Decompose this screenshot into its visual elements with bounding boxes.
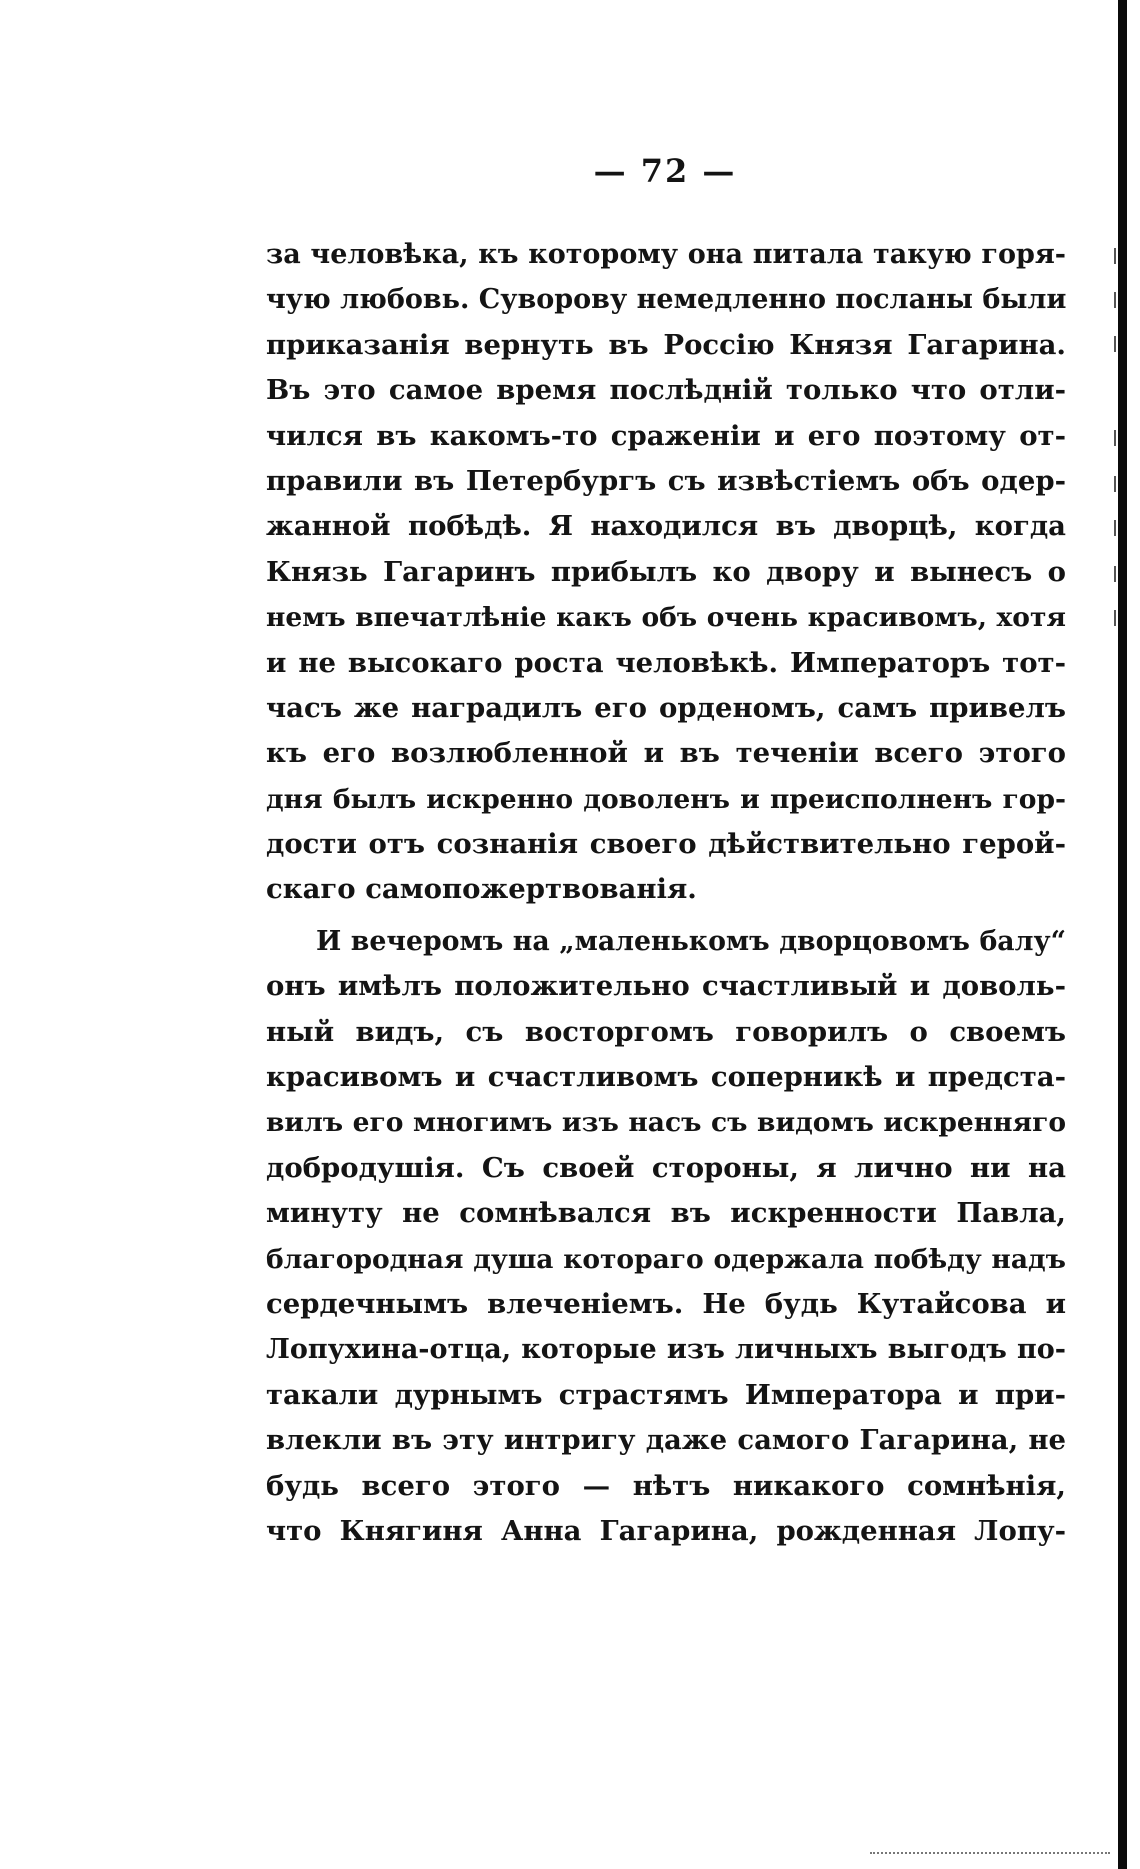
text-line: Въ это самое время послѣдній только что отли- bbox=[266, 374, 1066, 407]
text-line: красивомъ и счастливомъ соперникѣ и предста- bbox=[266, 1061, 1066, 1094]
text-line: вилъ его многимъ изъ насъ съ видомъ искренняго bbox=[266, 1107, 1066, 1139]
scan-bottom-rule bbox=[870, 1852, 1110, 1854]
text-line: часъ же наградилъ его орденомъ, самъ привелъ bbox=[266, 691, 1066, 724]
text-line: немъ впечатлѣніе какъ объ очень красивомъ, хотя bbox=[266, 602, 1066, 634]
paragraph-1 bbox=[266, 232, 1066, 913]
margin-mark bbox=[1108, 292, 1116, 308]
margin-mark bbox=[1108, 336, 1116, 352]
margin-mark bbox=[1108, 430, 1116, 446]
paragraph-2 bbox=[266, 919, 1066, 1554]
text-line: жанной побѣдѣ. Я находился въ дворцѣ, когда bbox=[266, 510, 1066, 543]
text-line: благородная душа котораго одержала побѣду надъ bbox=[266, 1243, 1066, 1275]
text-line: дости отъ сознанія своего дѣйствительно герой- bbox=[266, 828, 1066, 861]
text-line: и не высокаго роста человѣкѣ. Императоръ тот- bbox=[266, 646, 1066, 679]
margin-mark bbox=[1108, 476, 1116, 492]
text-line: къ его возлюбленной и въ теченіи всего этого bbox=[266, 737, 1066, 770]
page-binding-edge bbox=[1118, 0, 1127, 1869]
margin-mark bbox=[1108, 520, 1116, 536]
text-line: чился въ какомъ-то сраженіи и его поэтому от- bbox=[266, 419, 1066, 452]
body-text bbox=[266, 232, 1066, 1554]
page-number: — 72 — bbox=[593, 152, 737, 190]
text-line: правили въ Петербургъ съ извѣстіемъ объ одер- bbox=[266, 464, 1066, 497]
text-line: Князь Гагаринъ прибылъ ко двору и вынесъ о bbox=[266, 555, 1066, 588]
text-line: влекли въ эту интригу даже самого Гагарина, не bbox=[266, 1424, 1066, 1457]
text-line: И вечеромъ на „маленькомъ дворцовомъ балу“ bbox=[316, 925, 1066, 957]
text-line: минуту не сомнѣвался въ искренности Павла, bbox=[266, 1197, 1066, 1230]
text-line: чую любовь. Суворову немедленно посланы были bbox=[266, 284, 1067, 316]
margin-mark bbox=[1108, 610, 1116, 626]
text-line: дня былъ искренно доволенъ и преисполненъ гор- bbox=[266, 783, 1066, 815]
text-line: Лопухина-отца, которые изъ личныхъ выгодъ по- bbox=[266, 1334, 1066, 1366]
margin-mark bbox=[1108, 566, 1116, 582]
text-line: сердечнымъ влеченіемъ. Не будь Кутайсова и bbox=[266, 1287, 1066, 1320]
text-line: такали дурнымъ страстямъ Императора и при- bbox=[266, 1378, 1066, 1411]
text-line: что Княгиня Анна Гагарина, рожденная Лопу- bbox=[266, 1514, 1066, 1547]
text-line: за человѣка, къ которому она питала такую горя- bbox=[266, 239, 1066, 270]
text-line: приказанія вернуть въ Россію Князя Гагарина. bbox=[266, 328, 1066, 361]
text-line: будь всего этого — нѣтъ никакого сомнѣнія, bbox=[266, 1469, 1066, 1502]
text-line: добродушія. Съ своей стороны, я лично ни на bbox=[266, 1151, 1066, 1184]
text-line: скаго самопожертвованія. bbox=[266, 873, 697, 906]
margin-mark bbox=[1108, 248, 1116, 264]
text-line: ный видъ, съ восторгомъ говорилъ о своемъ bbox=[266, 1015, 1066, 1048]
text-line: онъ имѣлъ положительно счастливый и доволь- bbox=[266, 970, 1066, 1003]
